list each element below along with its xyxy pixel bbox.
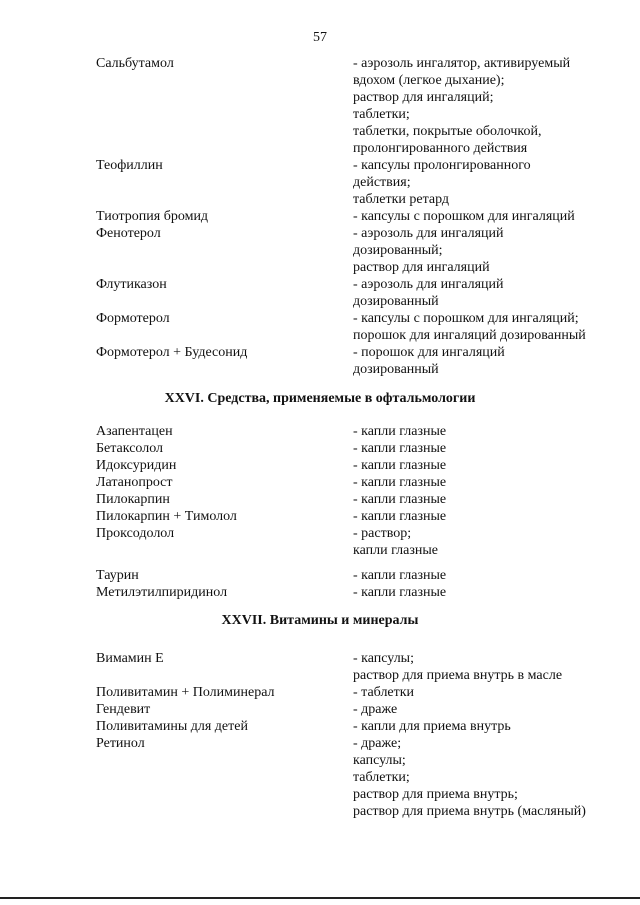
- drug-name: Поливитамин + Полиминерал: [96, 685, 275, 700]
- drug-row: [0, 491, 640, 508]
- drug-row: [0, 508, 640, 525]
- dosage-forms: [353, 650, 640, 684]
- drug-name: Поливитамины для детей: [96, 719, 248, 734]
- dosage-form-line: - капли глазные: [353, 568, 447, 583]
- drug-row: [0, 457, 640, 474]
- dosage-forms: [353, 440, 640, 457]
- drug-row: [0, 718, 640, 735]
- section-heading: XXVI. Средства, применяемые в офтальмологии: [164, 391, 476, 406]
- dosage-form-line: дозированный: [353, 294, 439, 309]
- drug-name: Фенотерол: [96, 226, 161, 241]
- drug-row: [0, 650, 640, 684]
- drug-name: Бетаксолол: [96, 441, 164, 456]
- drug-name: Формотерол: [96, 311, 170, 326]
- dosage-form-line: - капсулы с порошком для ингаляций;: [353, 311, 579, 326]
- dosage-form-line: - капли глазные: [353, 475, 447, 490]
- dosage-form-line: действия;: [353, 175, 411, 190]
- drug-row: [0, 584, 640, 601]
- drug-name: Пилокарпин + Тимолол: [96, 509, 237, 524]
- drug-name: Вимамин Е: [96, 651, 164, 666]
- dosage-form-line: капли глазные: [353, 543, 438, 558]
- dosage-form-line: - капли глазные: [353, 424, 447, 439]
- dosage-form-line: - капли глазные: [353, 458, 447, 473]
- drug-row: [0, 276, 640, 310]
- dosage-form-line: таблетки ретард: [353, 192, 450, 207]
- drug-row: [0, 525, 640, 559]
- dosage-form-line: - таблетки: [353, 685, 415, 700]
- drug-name: Ретинол: [96, 736, 145, 751]
- drug-name: Теофиллин: [96, 158, 163, 173]
- dosage-forms: [353, 684, 640, 701]
- dosage-forms: [353, 208, 640, 225]
- drug-name: Идоксуридин: [96, 458, 177, 473]
- drug-name: Формотерол + Будесонид: [96, 345, 248, 360]
- drug-name: Гендевит: [96, 702, 151, 717]
- drug-row: [0, 344, 640, 378]
- drug-row: [0, 208, 640, 225]
- dosage-form-line: - капсулы с порошком для ингаляций: [353, 209, 575, 224]
- drug-name: Метилэтилпиридинол: [96, 585, 228, 600]
- drug-row: [0, 684, 640, 701]
- dosage-forms: [353, 225, 640, 276]
- drug-list: [0, 423, 640, 601]
- dosage-form-line: дозированный;: [353, 243, 443, 258]
- dosage-form-line: таблетки;: [353, 107, 410, 122]
- dosage-form-line: капсулы;: [353, 753, 406, 768]
- dosage-forms: [353, 701, 640, 718]
- dosage-form-line: вдохом (легкое дыхание);: [353, 73, 505, 88]
- drug-name: Сальбутамол: [96, 56, 174, 71]
- drug-name: Флутиказон: [96, 277, 167, 292]
- dosage-form-line: - капли глазные: [353, 585, 447, 600]
- dosage-form-line: раствор для ингаляций: [353, 260, 490, 275]
- dosage-form-line: - капли глазные: [353, 441, 447, 456]
- drug-name: Тиотропия бромид: [96, 209, 209, 224]
- dosage-form-line: - капли глазные: [353, 509, 447, 524]
- dosage-form-line: раствор для приема внутрь в масле: [353, 668, 563, 683]
- drug-row: [0, 567, 640, 584]
- dosage-forms: [353, 525, 640, 559]
- dosage-forms: [353, 457, 640, 474]
- drug-name: Таурин: [96, 568, 139, 583]
- dosage-form-line: - капли для приема внутрь: [353, 719, 511, 734]
- dosage-forms: [353, 423, 640, 440]
- dosage-form-line: таблетки;: [353, 770, 410, 785]
- dosage-form-line: раствор для приема внутрь;: [353, 787, 518, 802]
- dosage-forms: [353, 55, 640, 157]
- dosage-forms: [353, 584, 640, 601]
- dosage-forms: [353, 474, 640, 491]
- dosage-form-line: - драже;: [353, 736, 402, 751]
- drug-row: [0, 701, 640, 718]
- drug-row: [0, 225, 640, 276]
- dosage-form-line: раствор для ингаляций;: [353, 90, 494, 105]
- dosage-forms: [353, 508, 640, 525]
- dosage-form-line: - драже: [353, 702, 398, 717]
- drug-name: Азапентацен: [96, 424, 173, 439]
- drug-name: Проксодолол: [96, 526, 175, 541]
- dosage-form-line: дозированный: [353, 362, 439, 377]
- dosage-form-line: таблетки, покрытые оболочкой,: [353, 124, 542, 139]
- dosage-forms: [353, 157, 640, 208]
- dosage-form-line: - капсулы;: [353, 651, 414, 666]
- dosage-form-line: порошок для ингаляций дозированный: [353, 328, 586, 343]
- dosage-form-line: - аэрозоль для ингаляций: [353, 277, 504, 292]
- dosage-forms: [353, 344, 640, 378]
- drug-row: [0, 440, 640, 457]
- dosage-form-line: - раствор;: [353, 526, 412, 541]
- drug-name: Латанопрост: [96, 475, 173, 490]
- drug-row: [0, 310, 640, 344]
- drug-row: [0, 474, 640, 491]
- dosage-form-line: раствор для приема внутрь (масляный): [353, 804, 586, 819]
- dosage-form-line: пролонгированного действия: [353, 141, 528, 156]
- drug-name: Пилокарпин: [96, 492, 170, 507]
- dosage-forms: [353, 491, 640, 508]
- drug-list: [0, 650, 640, 820]
- drug-row: [0, 55, 640, 157]
- dosage-form-line: - порошок для ингаляций: [353, 345, 505, 360]
- drug-row: [0, 735, 640, 820]
- dosage-forms: [353, 567, 640, 584]
- dosage-form-line: - капли глазные: [353, 492, 447, 507]
- drug-row: [0, 157, 640, 208]
- dosage-form-line: - аэрозоль для ингаляций: [353, 226, 504, 241]
- dosage-forms: [353, 735, 640, 820]
- dosage-forms: [353, 718, 640, 735]
- page-number: 57: [313, 30, 327, 45]
- dosage-forms: [353, 310, 640, 344]
- drug-list: [0, 55, 640, 378]
- dosage-form-line: - капсулы пролонгированного: [353, 158, 531, 173]
- section-heading: XXVII. Витамины и минералы: [221, 613, 419, 628]
- drug-row: [0, 423, 640, 440]
- dosage-form-line: - аэрозоль ингалятор, активируемый: [353, 56, 571, 71]
- page-bottom-border: [0, 897, 640, 899]
- dosage-forms: [353, 276, 640, 310]
